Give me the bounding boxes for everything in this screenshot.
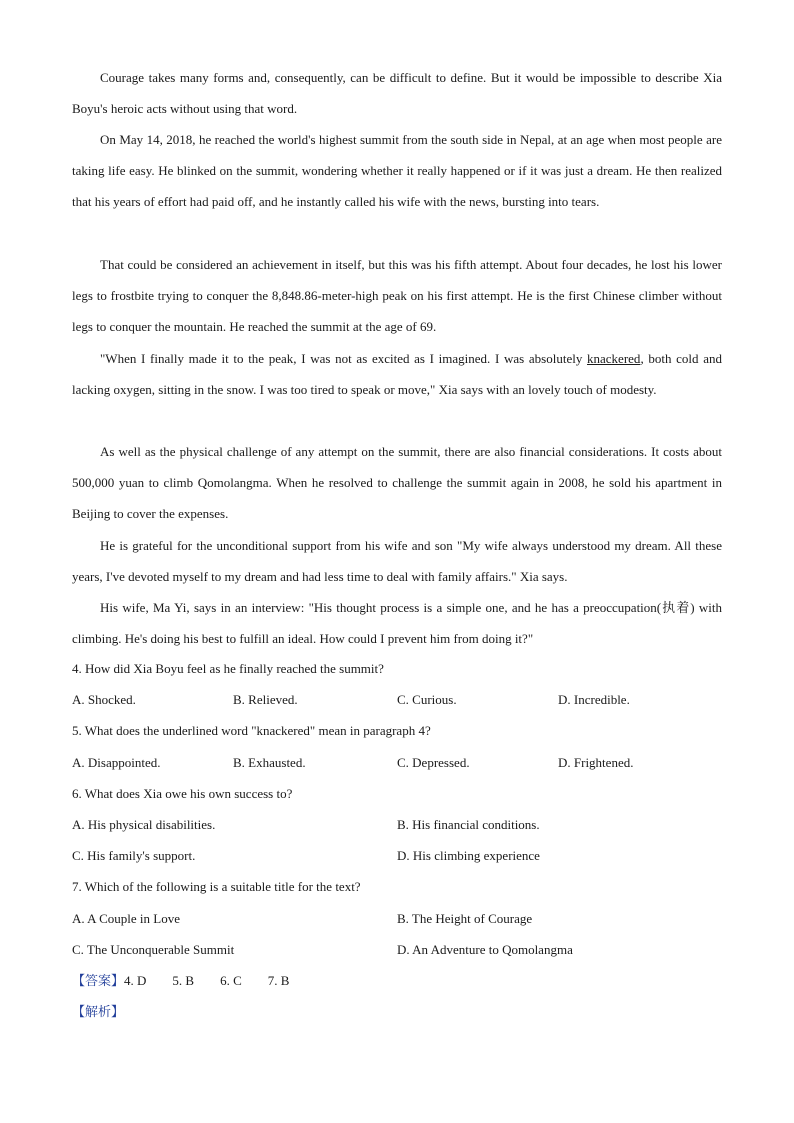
answer-item: 4. D	[124, 973, 147, 988]
question-6-option-c: C. His family's support.	[72, 848, 196, 863]
passage-paragraph-6: He is grateful for the unconditional support from his wife and son "My wife always understood my dream. All these years, I've devoted myself to my dream and had less time to deal with family affairs." Xia says.	[72, 538, 722, 585]
passage-paragraph-5: As well as the physical challenge of any attempt on the summit, there are also financial considerations. It costs about 500,000 yuan to climb Qomolangma. When he resolved to challenge the summit again in 2008, he sold his apartment in Beijing to cover the expenses.	[72, 444, 722, 522]
analysis-line	[72, 1002, 124, 1023]
passage-paragraph-3: That could be considered an achievement in itself, but this was his fifth attempt. About four decades, he lost his lower legs to frostbite trying to conquer the 8,848.86-meter-high peak on his first attempt. He is the first Chinese climber without legs to conquer the mountain. He reached the summit at the age of 69.	[72, 257, 722, 335]
question-5-option-d: D. Frightened.	[558, 755, 634, 770]
question-4-option-a: A. Shocked.	[72, 692, 136, 707]
question-4-option-c: C. Curious.	[397, 692, 457, 707]
answer-item: 6. C	[220, 973, 242, 988]
question-6-option-b: B. His financial conditions.	[397, 817, 540, 832]
question-7-stem: 7. Which of the following is a suitable title for the text?	[72, 879, 361, 894]
question-5-option-b: B. Exhausted.	[233, 755, 306, 770]
question-7-option-d: D. An Adventure to Qomolangma	[397, 942, 573, 957]
passage-paragraph-1: Courage takes many forms and, consequently, can be difficult to define. But it would be impossible to describe Xia Boyu's heroic acts without using that word.	[72, 70, 722, 117]
question-6-option-d: D. His climbing experience	[397, 848, 540, 863]
question-6-option-a: A. His physical disabilities.	[72, 817, 216, 832]
passage-paragraph-7: His wife, Ma Yi, says in an interview: "His thought process is a simple one, and he has a preoccupation(执着) with climbing. He's doing his best to fulfill an ideal. How could I prevent him from doing it?"	[72, 600, 722, 647]
question-4-stem: 4. How did Xia Boyu feel as he finally reached the summit?	[72, 661, 384, 676]
answer-line	[72, 971, 315, 992]
question-5-option-c: C. Depressed.	[397, 755, 470, 770]
answer-label: 【答案】	[72, 974, 125, 989]
passage-paragraph-4: "When I finally made it to the peak, I was not as excited as I imagined. I was absolutely knackered, both cold and lacking oxygen, sitting in the snow. I was too tired to speak or move," Xia says with an lovely touch of modesty.	[72, 351, 722, 398]
underlined-word: knackered	[587, 351, 641, 366]
question-4-option-b: B. Relieved.	[233, 692, 298, 707]
question-4-option-d: D. Incredible.	[558, 692, 630, 707]
question-7-option-c: C. The Unconquerable Summit	[72, 942, 235, 957]
question-6-stem: 6. What does Xia owe his own success to?	[72, 786, 293, 801]
answer-item: 7. B	[267, 973, 290, 988]
answer-item: 5. B	[172, 973, 195, 988]
analysis-label: 【解析】	[72, 1005, 125, 1020]
question-7-option-b: B. The Height of Courage	[397, 911, 533, 926]
question-5-option-a: A. Disappointed.	[72, 755, 161, 770]
question-5-stem: 5. What does the underlined word "knackered" mean in paragraph 4?	[72, 723, 431, 738]
question-7-option-a: A. A Couple in Love	[72, 911, 180, 926]
passage-paragraph-2: On May 14, 2018, he reached the world's highest summit from the south side in Nepal, at an age when most people are taking life easy. He blinked on the summit, wondering whether it really happened or if it was just a dream. He then realized that his years of effort had paid off, and he instantly called his wife with the news, bursting into tears.	[72, 132, 722, 210]
